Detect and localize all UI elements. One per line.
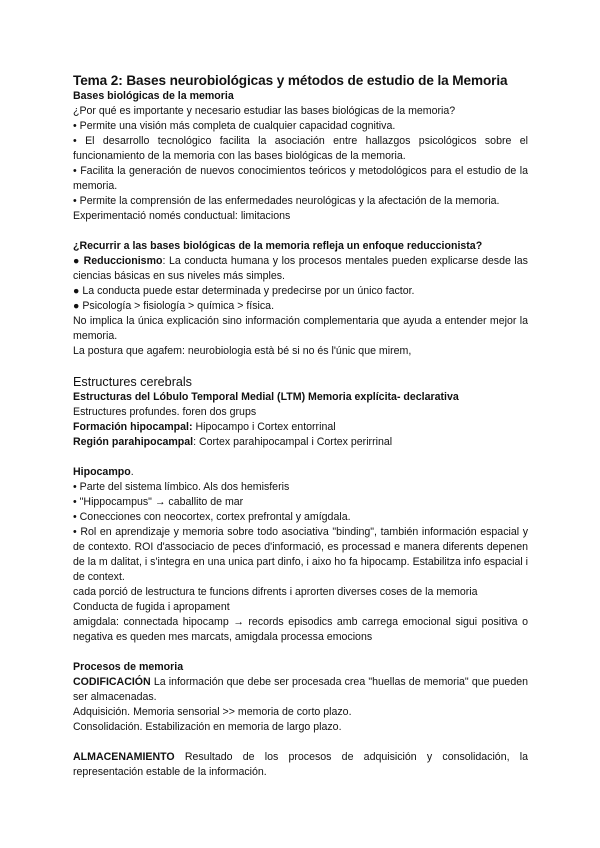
subheading-ltm: Estructuras del Lóbulo Temporal Medial (LTM) Memoria explícita- declarativa bbox=[73, 391, 459, 403]
term-formacion-hipocampal: Formación hipocampal: bbox=[73, 421, 193, 433]
term-region-parahipocampal: Región parahipocampal bbox=[73, 436, 194, 448]
line-formacion-hipocampal bbox=[73, 420, 528, 435]
codificacion-definition: La información que debe ser procesada crea "huellas de memoria" que pueden ser almacenadas. bbox=[73, 676, 528, 703]
section-heading-procesos: Procesos de memoria bbox=[73, 661, 184, 673]
question-reductionist: ¿Recurrir a las bases biológicas de la memoria refleja un enfoque reduccionista? bbox=[73, 240, 483, 252]
bullet-item: • "Hippocampus" → caballito de mar bbox=[73, 496, 244, 508]
reduccionismo-definition: : La conducta humana y los procesos mentales pueden explicarse desde las ciencias básicas en sus niveles más simples. bbox=[73, 255, 528, 282]
line-conducta-fugida: Conducta de fugida i apropament bbox=[73, 601, 230, 613]
bullet-item: • Rol en aprendizaje y memoria sobre todo asociativa "binding", también información espacial y de contexto. ROI d'associacio de peces d'informació, es processad e manera diferents depenen de la m dalitat, i s'integra en una unica part dinfo, i aixo ho fa hipocamp. Estabilitza info espacial i de context. bbox=[73, 526, 528, 583]
bullet-item: • Facilita la generación de nuevos conocimientos teóricos y metodológicos para el estudio de la memoria. bbox=[73, 165, 528, 192]
line-estructures-profundes: Estructures profundes. foren dos grups bbox=[73, 406, 257, 418]
paragraph-codificacion bbox=[73, 675, 528, 705]
line-porcio-estructura: cada porció de lestructura te funcions difrents i aprorten diverses coses de la memoria bbox=[73, 586, 478, 598]
line-consolidacion: Consolidación. Estabilización en memoria de largo plazo. bbox=[73, 721, 342, 733]
section-heading-bases: Bases biológicas de la memoria bbox=[73, 90, 234, 102]
formacion-hipocampal-text: Hipocampo i Cortex entorrinal bbox=[192, 421, 336, 433]
question-why-study: ¿Por qué es importante y necesario estudiar las bases biológicas de la memoria? bbox=[73, 105, 456, 117]
hipocampo-heading-text: Hipocampo bbox=[73, 466, 131, 478]
bullet-reduccionismo bbox=[73, 254, 528, 284]
section-heading-estructures: Estructures cerebrals bbox=[73, 375, 192, 389]
term-reduccionismo: ● Reduccionismo bbox=[73, 255, 163, 267]
bullet-item: • El desarrollo tecnológico facilita la asociación entre hallazgos psicológicos sobre el funcionamiento de la memoria con las bases biológicas de la memoria. bbox=[73, 135, 528, 162]
bullet-item: • Parte del sistema límbico. Als dos hemisferis bbox=[73, 481, 290, 493]
line-region-parahipocampal bbox=[73, 435, 528, 450]
line-adquisicion: Adquisición. Memoria sensorial >> memoria de corto plazo. bbox=[73, 706, 352, 718]
note-limitations: Experimentació només conductual: limitacions bbox=[73, 210, 291, 222]
bullet-item: • Permite una visión más completa de cualquier capacidad cognitiva. bbox=[73, 120, 396, 132]
region-parahipocampal-text: : Cortex parahipocampal i Cortex perirrinal bbox=[193, 436, 393, 448]
paragraph-complementary: No implica la única explicación sino información complementaria que ayuda a entender mejor la memoria. bbox=[73, 315, 528, 342]
bullet-item: • Permite la comprensión de las enfermedades neurológicas y la afectación de la memoria. bbox=[73, 195, 500, 207]
term-codificacion: CODIFICACIÓN bbox=[73, 676, 151, 688]
bullet-item: • Conecciones con neocortex, cortex prefrontal y amígdala. bbox=[73, 511, 351, 523]
bullet-item: ● La conducta puede estar determinada y predecirse por un único factor. bbox=[73, 285, 415, 297]
document-title: Tema 2: Bases neurobiológicas y métodos de estudio de la Memoria bbox=[73, 73, 508, 88]
line-amigdala: amigdala: connectada hipocamp → records episodics amb carrega emocional sigui positiva o negativa es queden mes marcats, amigdala processa emocions bbox=[73, 616, 528, 643]
document-body bbox=[73, 72, 528, 780]
almacenamiento-definition: Resultado de los procesos de adquisición y consolidación, la representación estable de la información. bbox=[73, 751, 528, 778]
term-almacenamiento: ALMACENAMIENTO bbox=[73, 751, 175, 763]
hipocampo-heading-suffix: . bbox=[130, 466, 134, 478]
bullet-item: ● Psicología > fisiología > química > física. bbox=[73, 300, 275, 312]
paragraph-postura: La postura que agafem: neurobiologia està bé si no és l'únic que mirem, bbox=[73, 345, 412, 357]
paragraph-almacenamiento bbox=[73, 750, 528, 780]
section-heading-hipocampo bbox=[73, 465, 528, 480]
